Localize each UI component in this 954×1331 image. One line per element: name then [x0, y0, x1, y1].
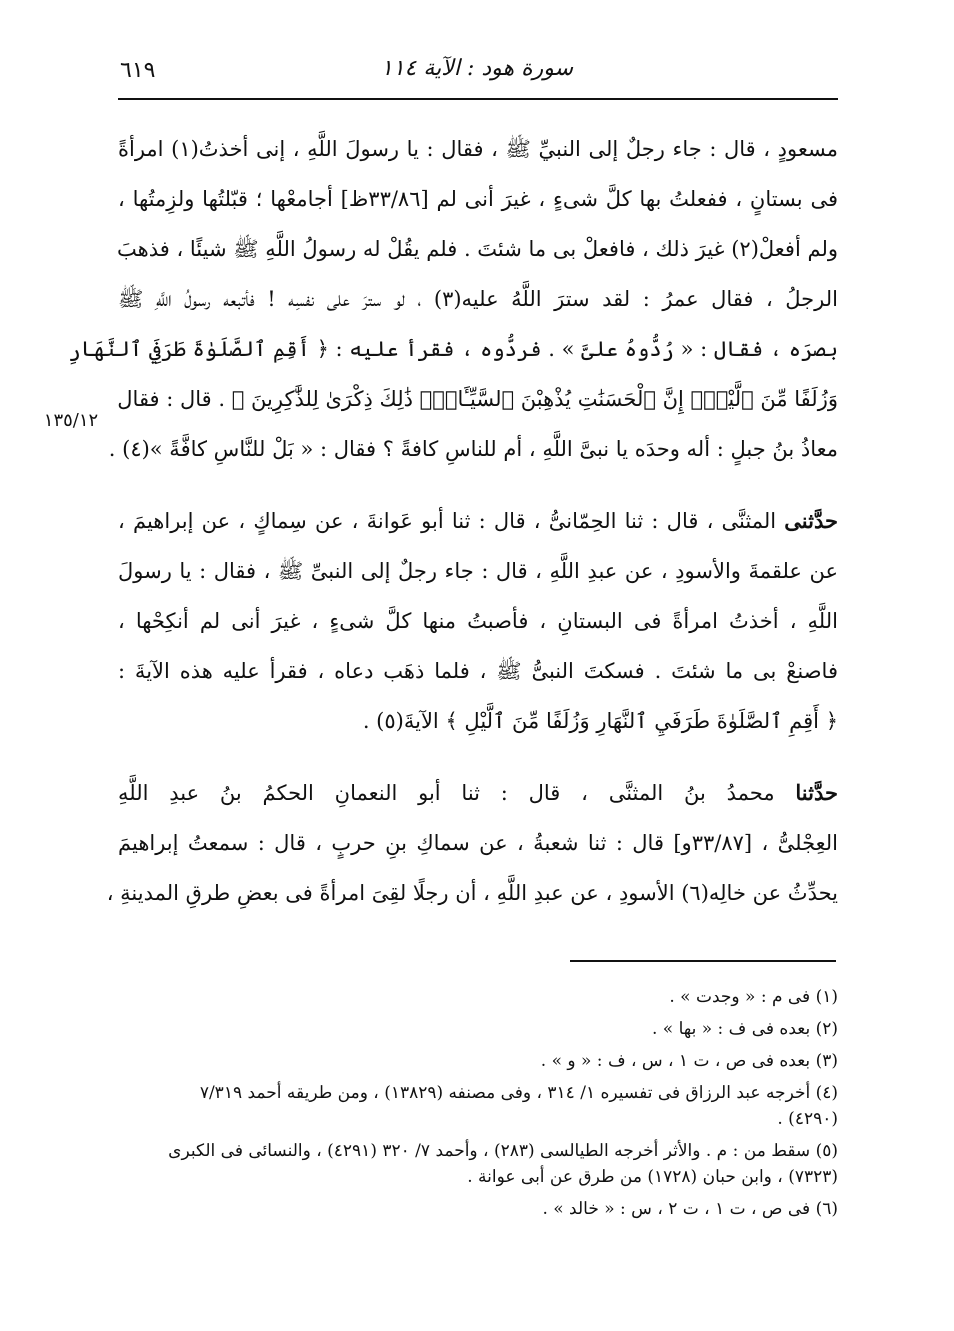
text-line: [118, 374, 838, 424]
line-text: فى بستانٍ ، ففعلتُ بها كلَّ شىءٍ ، غيرَ أنى لم [٣٣/٨٦ظ] أجامعْها ؛ قبّلتُها ولزِمتُها ،: [118, 187, 838, 211]
text-line: [106, 868, 838, 918]
running-header: سورة هود : الآية ١١٤: [380, 56, 574, 81]
text-line: [118, 124, 838, 174]
footnote-line: (٤٢٩٠) .: [777, 1109, 838, 1129]
line-text: مسعودٍ ، قال : جاء رجلٌ إلى النبيِّ ﷺ ، فقال : يا رسولَ اللَّهِ ، إنى أخذتُ(١) امرأةً: [118, 137, 838, 161]
line-text: بصرَه ، فقال : « رُدُّوهُ علىَّ » . فردُّوه ، فقرأ عليه : ﴿ أَقِمِ ٱلصَّلَوٰةَ طَرَفَيِ ٱلنَّهَارِ: [68, 337, 838, 361]
footnote: [118, 1080, 838, 1132]
paragraph-lead: حدَّثنا: [795, 780, 838, 805]
line-text: وَزُلَفًا مِّنَ ٱلَّيْلِۚ إِنَّ ٱلْحَسَنَٰتِ يُذْهِبْنَ ٱلسَّيِّـَٔاتِۚ ذَٰلِكَ ذِكْرَىٰ لِلذَّٰكِرِينَ ﴾ . قال : فقال: [117, 387, 838, 411]
text-line: [118, 546, 838, 596]
footnote: [118, 1016, 838, 1042]
footnote: [118, 1048, 838, 1074]
footnote: [118, 984, 838, 1010]
line-text: محمدُ بنُ المثنَّى ، قال : ثنا أبو النعمانِ الحكمُ بنُ عبدِ اللَّهِ: [118, 781, 775, 805]
footnote-line: (٥) سقط من : م . والأثر أخرجه الطيالسى (٢٨٣) ، وأحمد ٧/ ٣٢٠ (٤٢٩١) ، والنسائى فى الكبرى: [168, 1141, 838, 1161]
footnote-line: (٢) بعده فى ف : « بها » .: [651, 1019, 838, 1039]
margin-note: ١٣٥/١٢: [43, 410, 99, 431]
line-text: الرجلُ ، فقال عمرُ : لقد سترَ اللَّهُ عليه(٣) ، لو سترَ على نفسِه ! فأتبعه رسولُ اللَّهِ ﷺ: [118, 287, 838, 311]
line-text: معاذُ بنُ جبلٍ : أله وحدَه يا نبىَّ اللَّهِ ، أم للناسِ كافةً ؟ فقال : « بَلْ للنَّاسِ كافَّةً »(٤) .: [108, 437, 838, 461]
line-text: عن علقمةَ والأسودِ ، عن عبدِ اللَّهِ ، قال : جاء رجلٌ إلى النبىِّ ﷺ ، فقال : يا رسولَ: [118, 559, 838, 583]
paragraph: [106, 768, 839, 918]
text-line: [118, 696, 838, 746]
text-line: [68, 324, 838, 374]
footnotes: [118, 984, 838, 1228]
paragraph: [118, 496, 838, 746]
text-line: [118, 224, 838, 274]
line-text: يحدِّثُ عن خالِه(٦) الأسودِ ، عن عبدِ اللَّهِ ، أن رجلًا لقِىَ امرأةً فى بعضِ طرقِ المدينةِ ،: [106, 881, 838, 905]
line-text: اللَّهِ ، أخذتُ امرأةً فى البستانِ ، فأصبتُ منها كلَّ شىءٍ ، غيرَ أنى لم أنكِحْها ،: [118, 609, 838, 633]
line-text: المثنَّى ، قال : ثنا الحِمّانىُّ ، قال : ثنا أبو عَوانةَ ، عن سِماكٍ ، عن إبراهيمَ ،: [118, 509, 777, 533]
footnote-line: (٤) أخرجه عبد الرزاق فى تفسيره ١/ ٣١٤ ، وفى مصنفه (١٣٨٢٩) ، ومن طريقه أحمد ٧/٣١٩: [199, 1083, 838, 1103]
text-line: [118, 768, 838, 818]
text-line: [118, 274, 838, 324]
page-number: ٦١٩: [120, 58, 156, 83]
header-rule: [118, 98, 838, 100]
text-line: [108, 424, 838, 474]
text-line: [118, 496, 838, 546]
paragraph-lead: حدَّثنى: [784, 508, 838, 533]
line-text: العِجْلىُّ ، [٣٣/٨٧و] قال : ثنا شعبةُ ، عن سماكِ بنِ حربٍ ، قال : سمعتُ إبراهيمَ: [118, 831, 839, 855]
footnote: [118, 1196, 838, 1222]
line-text: فاصنعْ بى ما شئتَ . فسكتَ النبىُّ ﷺ ، فلما ذهَب دعاه ، فقرأ عليه هذه الآيةَ :: [118, 659, 838, 683]
text-line: [118, 818, 838, 868]
footnote-line: (٧٣٢٣) ، وابن حبان (١٧٢٨) من طرق عن أبى عوانة .: [467, 1167, 838, 1187]
footnote-line: (٣) بعده فى ص ، ت ١ ، س ، ف : « و » .: [540, 1051, 838, 1071]
text-line: [118, 174, 838, 224]
line-text: ﴿ أَقِمِ ٱلصَّلَوٰةَ طَرَفَيِ ٱلنَّهَارِ وَزُلَفًا مِّنَ ٱلَّيْلِ ﴾ الآيةَ(٥) .: [362, 709, 838, 733]
footnote-line: (٦) فى ص ، ت ١ ، ت ٢ ، س : « خالد » .: [542, 1199, 838, 1219]
text-line: [118, 596, 838, 646]
footnote-line: (١) فى م : « وجدت » .: [669, 987, 838, 1007]
line-text: ولم أفعلْ(٢) غيرَ ذلك ، فافعلْ بى ما شئتَ . فلم يقُلْ له رسولُ اللَّهِ ﷺ شيئًا ، فذهبَ: [117, 237, 838, 261]
footnote: [118, 1138, 838, 1190]
footnote-rule: [570, 960, 836, 962]
text-line: [118, 646, 838, 696]
